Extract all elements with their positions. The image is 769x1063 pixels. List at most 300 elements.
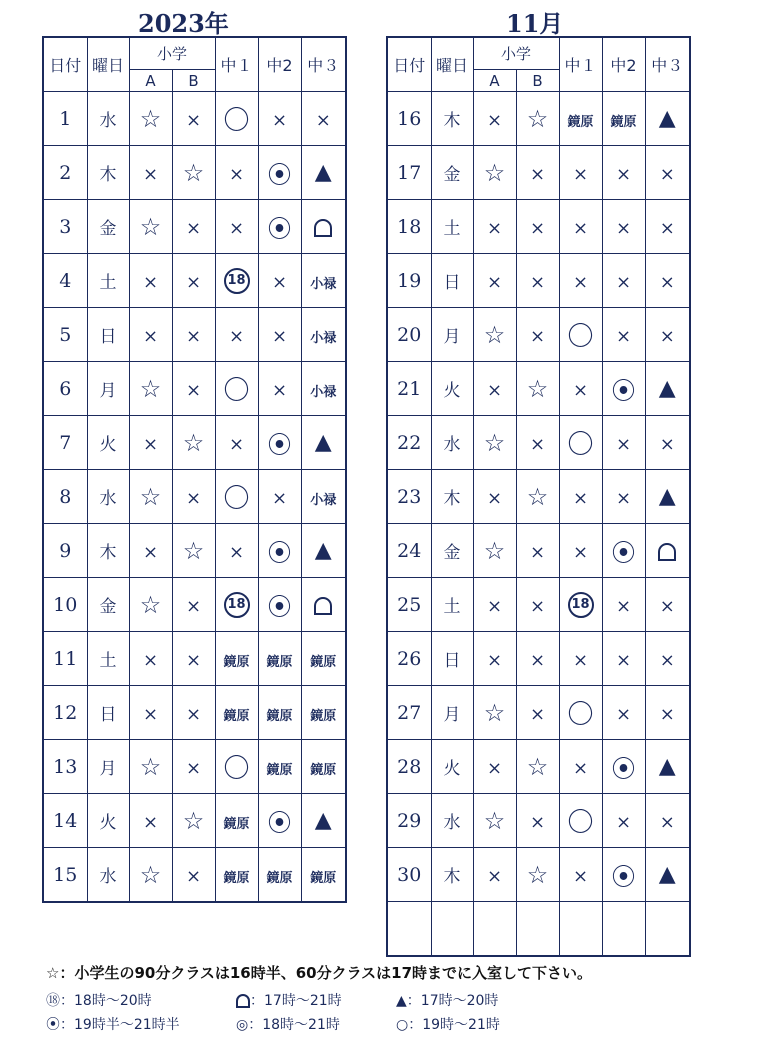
table-row [387,794,690,848]
weekday-cell: 金 [87,200,129,254]
cross-icon: × [486,109,503,131]
triangle-icon: ▲ [658,754,676,779]
cell-a [129,524,172,578]
cell-a [473,470,516,524]
cell-m2 [602,686,645,740]
cross-icon: × [142,433,159,455]
cell-a [129,92,172,146]
cell-m1 [559,632,602,686]
arch-icon [314,597,332,615]
cell-m2 [258,578,301,632]
cell-m1 [559,740,602,794]
cell-m1 [559,362,602,416]
cross-icon: × [659,163,675,185]
date-cell: 28 [387,740,431,794]
cell-m1 [559,794,602,848]
cell-m2 [258,470,301,524]
weekday-cell: 火 [87,416,129,470]
legend-text: ：17時～20時 [406,993,499,1009]
weekday-cell: 月 [87,362,129,416]
cross-icon: × [659,595,675,617]
cross-icon: × [615,217,632,239]
table-row [387,254,690,308]
cross-icon: × [271,325,288,347]
location-label: 鏡原 [310,870,337,886]
dotted-circle-icon: ⦿ [267,593,292,621]
cross-icon: × [142,811,159,833]
cell-m2 [602,470,645,524]
cross-icon: × [271,271,288,293]
cross-icon: × [659,703,675,725]
cross-icon: × [615,703,632,725]
cell-m2 [602,254,645,308]
cell-m1 [559,686,602,740]
cell-b [516,524,559,578]
cross-icon: × [529,325,546,347]
dotted-circle-icon: ⦿ [611,755,636,783]
arch-icon [658,543,676,561]
cell-m3 [645,92,690,146]
star-icon: ☆ [483,428,506,457]
legend-item [46,1014,180,1034]
cross-icon: × [486,595,503,617]
cell-m2 [602,200,645,254]
date-cell: 29 [387,794,431,848]
location-label: 鏡原 [223,816,250,832]
cell-m3 [301,686,346,740]
triangle-icon: ▲ [658,376,676,401]
circled-18-icon: 18 [224,592,250,618]
date-cell: 21 [387,362,431,416]
cell-m1 [559,254,602,308]
date-cell: 8 [43,470,87,524]
cell-a [473,578,516,632]
star-icon: ☆ [483,536,506,565]
location-label: 鏡原 [610,114,637,130]
cell-a [129,146,172,200]
star-icon: ☆ [139,590,162,619]
cell-a [473,200,516,254]
cell-b [516,578,559,632]
date-cell: 17 [387,146,431,200]
cell-m2 [258,848,301,903]
cell-m3 [645,524,690,578]
cell-m3 [645,848,690,902]
cell-a [129,362,172,416]
cell-m1 [559,848,602,902]
table-row [387,686,690,740]
cell-m2 [602,146,645,200]
location-label: 鏡原 [223,870,250,886]
cell-a [129,848,172,903]
cell-m1 [215,308,258,362]
cell-m3 [301,524,346,578]
cell-m1 [215,92,258,146]
cell-m1 [559,308,602,362]
weekday-cell: 金 [87,578,129,632]
cell-b [172,200,215,254]
cross-icon: × [659,649,675,671]
star-icon: ☆ [139,752,162,781]
star-icon: ☆ [182,536,205,565]
location-label: 鏡原 [223,654,250,670]
weekday-cell: 木 [431,92,473,146]
cell-m1 [559,416,602,470]
cross-icon: × [185,217,202,239]
triangle-icon: ▲ [314,430,332,455]
cross-icon: × [572,541,589,563]
cross-icon: × [185,109,202,131]
cell-m1 [215,848,258,903]
header-middle3: 中３ [645,37,690,92]
cell-b [172,470,215,524]
triangle-icon: ▲ [658,862,676,887]
star-icon: ☆ [182,806,205,835]
cross-icon: × [486,649,503,671]
star-icon: ☆ [139,860,162,889]
star-icon: ☆ [483,320,506,349]
dotted-circle-icon: ⦿ [267,539,292,567]
cross-icon: × [659,433,675,455]
cell-m2 [258,308,301,362]
table-row [387,524,690,578]
cell-b [516,794,559,848]
cell-a [129,686,172,740]
cell-b [516,92,559,146]
cross-icon: × [572,163,589,185]
table-row [387,902,690,957]
legend-symbol-icon: ○ [396,1017,409,1033]
cross-icon: × [529,703,546,725]
triangle-icon: ▲ [314,160,332,185]
cell-b [516,470,559,524]
header-middle1: 中１ [215,37,258,92]
cell-m2 [258,146,301,200]
table-row [43,92,346,146]
cell-a [129,254,172,308]
cross-icon: × [572,379,589,401]
cell-m2 [258,632,301,686]
table-row [387,362,690,416]
cross-icon: × [529,217,546,239]
cell-m2 [602,740,645,794]
cell-a [473,902,516,957]
legend-text: ：18時～20時 [60,993,152,1009]
table-row [387,416,690,470]
date-cell: 16 [387,92,431,146]
cell-m1 [215,740,258,794]
weekday-cell: 日 [87,308,129,362]
date-cell: 19 [387,254,431,308]
cross-icon: × [185,757,202,779]
legend-symbol-icon: ◎ [236,1017,249,1033]
cross-icon: × [615,487,632,509]
legend-symbol-icon: ⑱ [46,993,60,1009]
schedule-table-left [42,36,347,903]
star-icon: ☆ [139,374,162,403]
cell-m3 [645,740,690,794]
date-cell: 2 [43,146,87,200]
cross-icon: × [529,433,546,455]
cell-b [172,362,215,416]
cross-icon: × [142,271,159,293]
table-row [387,146,690,200]
legend-note: ☆：小学生の90分クラスは16時半、60分クラスは17時までに入室して下さい。 [46,964,593,982]
table-row [387,740,690,794]
circle-icon: 〇 [567,430,594,460]
table-row [387,92,690,146]
cell-b [516,902,559,957]
cell-m1 [215,416,258,470]
cell-a [473,146,516,200]
cell-m2 [602,794,645,848]
location-label: 小禄 [310,384,337,400]
cell-m3 [301,92,346,146]
cell-a [473,308,516,362]
circle-icon: 〇 [567,322,594,352]
dotted-circle-icon: ⦿ [611,539,636,567]
cross-icon: × [142,649,159,671]
cell-m3 [645,362,690,416]
legend-item [236,1014,340,1034]
cell-m3 [301,848,346,903]
cross-icon: × [615,649,632,671]
cross-icon: × [529,811,546,833]
cross-icon: × [228,325,245,347]
cross-icon: × [271,487,288,509]
cell-b [172,794,215,848]
cross-icon: × [228,541,245,563]
cross-icon: × [142,703,159,725]
weekday-cell: 木 [431,470,473,524]
weekday-cell: 月 [431,308,473,362]
cross-icon: × [185,703,202,725]
weekday-cell: 水 [431,416,473,470]
schedule-table-right [386,36,691,957]
header-middle3: 中３ [301,37,346,92]
cell-m3 [301,794,346,848]
cell-m2 [258,362,301,416]
cell-m1 [215,254,258,308]
cell-m3 [645,416,690,470]
cell-m3 [301,632,346,686]
calendar-month-title: 11月 [506,9,564,38]
table-row [387,308,690,362]
cross-icon: × [185,649,202,671]
cell-a [129,578,172,632]
cell-m3 [645,308,690,362]
table-row [387,578,690,632]
cross-icon: × [615,325,632,347]
cell-a [129,308,172,362]
cell-b [516,416,559,470]
cell-m2 [602,524,645,578]
date-cell: 26 [387,632,431,686]
date-cell: 14 [43,794,87,848]
table-row [43,632,346,686]
cell-b [172,848,215,903]
cell-m2 [258,200,301,254]
cross-icon: × [185,379,202,401]
cell-m1 [215,146,258,200]
weekday-cell: 土 [87,632,129,686]
cell-m3 [645,578,690,632]
cell-a [473,794,516,848]
cross-icon: × [529,649,546,671]
cell-m1 [215,686,258,740]
cross-icon: × [486,865,503,887]
cross-icon: × [142,325,159,347]
dotted-circle-icon: ⦿ [267,161,292,189]
dotted-circle-icon: ⦿ [267,431,292,459]
header-class-b: B [172,70,215,92]
cross-icon: × [486,757,503,779]
triangle-icon: ▲ [658,106,676,131]
cell-b [172,524,215,578]
weekday-cell: 水 [87,92,129,146]
cell-a [473,416,516,470]
star-icon: ☆ [526,482,549,511]
header-middle2: 中2 [602,37,645,92]
table-row [43,848,346,903]
cell-m1 [215,524,258,578]
cell-m3 [301,578,346,632]
star-icon: ☆ [182,158,205,187]
cross-icon: × [185,325,202,347]
legend-item [396,990,498,1010]
star-icon: ☆ [526,374,549,403]
weekday-cell: 土 [87,254,129,308]
star-icon: ☆ [139,212,162,241]
legend-item [236,990,342,1010]
header-elementary: 小学 [473,37,559,70]
triangle-icon: ▲ [314,538,332,563]
cell-b [516,308,559,362]
location-label: 小禄 [310,276,337,292]
calendar-year-title: 2023年 [138,9,229,38]
cross-icon: × [615,163,632,185]
star-icon: ☆ [483,698,506,727]
header-day: 曜日 [87,37,129,92]
date-cell: 3 [43,200,87,254]
cell-m2 [258,794,301,848]
cross-icon: × [185,595,202,617]
cell-m3 [645,794,690,848]
cell-b [172,686,215,740]
cell-m3 [645,470,690,524]
header-date: 日付 [387,37,431,92]
weekday-cell: 金 [431,146,473,200]
cell-m1 [559,902,602,957]
cell-b [172,632,215,686]
cross-icon: × [615,433,632,455]
cell-m2 [602,578,645,632]
location-label: 鏡原 [310,762,337,778]
cross-icon: × [615,811,632,833]
cell-b [172,92,215,146]
star-icon: ☆ [526,752,549,781]
cross-icon: × [529,271,546,293]
cell-b [172,578,215,632]
cell-b [172,146,215,200]
cross-icon: × [572,649,589,671]
cross-icon: × [185,865,202,887]
cross-icon: × [615,595,632,617]
triangle-icon: ▲ [314,808,332,833]
cross-icon: × [486,487,503,509]
dotted-circle-icon: ⦿ [611,863,636,891]
cross-icon: × [228,163,245,185]
date-cell: 4 [43,254,87,308]
legend-item [396,1014,500,1034]
weekday-cell: 日 [431,254,473,308]
date-cell: 1 [43,92,87,146]
table-row [43,578,346,632]
date-cell: 23 [387,470,431,524]
circle-icon: 〇 [567,808,594,838]
header-elementary: 小学 [129,37,215,70]
cell-a [473,686,516,740]
cross-icon: × [529,541,546,563]
cell-m3 [645,200,690,254]
weekday-cell: 火 [87,794,129,848]
cell-a [129,632,172,686]
table-row [387,632,690,686]
cell-b [516,632,559,686]
cell-m3 [645,632,690,686]
cell-m1 [559,146,602,200]
table-row [43,740,346,794]
cross-icon: × [486,217,503,239]
date-cell [387,902,431,957]
cross-icon: × [142,163,159,185]
cross-icon: × [228,433,245,455]
cell-b [172,254,215,308]
circle-icon: 〇 [223,106,250,136]
date-cell: 11 [43,632,87,686]
header-middle2: 中2 [258,37,301,92]
legend-symbol-icon: ▲ [396,993,407,1009]
cell-a [129,740,172,794]
header-day: 曜日 [431,37,473,92]
weekday-cell: 土 [431,200,473,254]
location-label: 小禄 [310,492,337,508]
table-row [43,470,346,524]
date-cell: 27 [387,686,431,740]
cell-b [516,686,559,740]
cell-m2 [258,254,301,308]
dotted-circle-icon: ⦿ [267,215,292,243]
legend-text: ：17時～21時 [250,993,342,1009]
dotted-circle-icon: ⦿ [611,377,636,405]
cell-m1 [559,524,602,578]
cell-b [516,362,559,416]
cross-icon: × [486,379,503,401]
table-row [43,362,346,416]
weekday-cell: 金 [431,524,473,578]
location-label: 小禄 [310,330,337,346]
table-row [43,308,346,362]
legend-text: ：19時～21時 [408,1017,500,1033]
location-label: 鏡原 [223,708,250,724]
cross-icon: × [529,595,546,617]
cross-icon: × [572,865,589,887]
arch-icon [236,994,250,1008]
cell-m1 [215,632,258,686]
date-cell: 24 [387,524,431,578]
table-row [43,686,346,740]
cell-m3 [645,146,690,200]
